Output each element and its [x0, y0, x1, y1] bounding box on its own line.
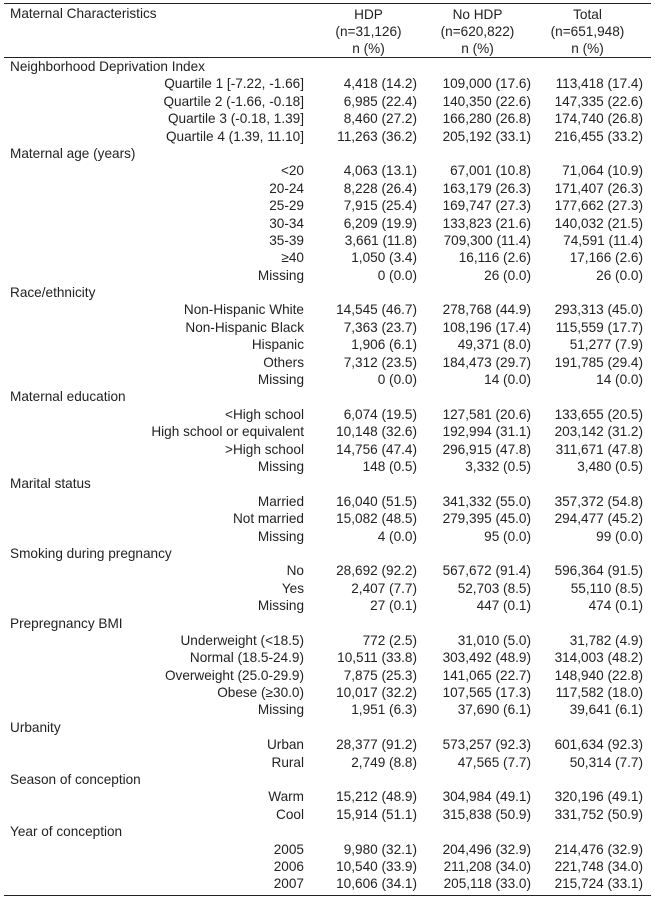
cell-hdp: 4 (0.0) [377, 528, 417, 544]
table-row [4, 319, 651, 336]
cell-no-hdp: 26 (0.0) [484, 267, 531, 283]
cell-total: 293,313 (45.0) [554, 302, 643, 318]
cell-hdp: 1,906 (6.1) [351, 337, 417, 353]
table-row [4, 788, 651, 805]
table-row [4, 180, 651, 197]
characteristics-table [4, 3, 651, 896]
cell-total: 148,940 (22.8) [554, 667, 643, 683]
row-label: Quartile 4 (1.39, 11.10] [165, 128, 304, 144]
cell-hdp: 7,915 (25.4) [343, 198, 417, 214]
cell-no-hdp: 211,208 (34.0) [443, 858, 531, 874]
column-header-no-hdp [430, 6, 525, 57]
cell-total: 214,476 (32.9) [554, 841, 643, 857]
cell-no-hdp: 140,350 (22.6) [442, 93, 531, 109]
row-label: 35-39 [269, 232, 304, 248]
table-row [4, 754, 651, 771]
cell-hdp: 8,228 (26.4) [343, 180, 417, 196]
cell-no-hdp: 141,065 (22.7) [442, 667, 531, 683]
cell-hdp: 772 (2.5) [362, 632, 417, 648]
row-label: Missing [257, 458, 304, 474]
cell-no-hdp: 133,823 (21.6) [442, 215, 531, 231]
cell-no-hdp: 31,010 (5.0) [457, 632, 531, 648]
cell-no-hdp: 184,473 (29.7) [442, 354, 531, 370]
table-row [4, 510, 651, 527]
cell-no-hdp: 109,000 (17.6) [442, 76, 531, 92]
cell-hdp: 15,082 (48.5) [336, 511, 417, 527]
section-header-row [4, 145, 651, 162]
row-label: Overweight (25.0-29.9) [164, 667, 304, 683]
column-name: HDP [354, 7, 383, 22]
row-label: Non-Hispanic White [183, 302, 304, 318]
cell-no-hdp: 303,492 (48.9) [442, 650, 531, 666]
cell-total: 474 (0.1) [588, 598, 643, 614]
section-title: Maternal education [10, 389, 126, 405]
row-label: 30-34 [269, 215, 304, 231]
row-label: Urban [266, 737, 304, 753]
cell-no-hdp: 192,994 (31.1) [442, 424, 531, 440]
table-row [4, 458, 651, 475]
row-label: Underweight (<18.5) [180, 632, 304, 648]
cell-hdp: 28,377 (91.2) [336, 737, 417, 753]
cell-no-hdp: 204,496 (32.9) [442, 841, 531, 857]
cell-hdp: 11,263 (36.2) [337, 128, 417, 144]
cell-total: 596,364 (91.5) [554, 563, 643, 579]
table-row [4, 684, 651, 701]
row-label: Missing [257, 528, 304, 544]
cell-no-hdp: 95 (0.0) [484, 528, 531, 544]
row-label: 2006 [273, 858, 304, 874]
table-row [4, 75, 651, 92]
cell-hdp: 148 (0.5) [362, 458, 417, 474]
cell-no-hdp: 567,672 (91.4) [442, 563, 531, 579]
cell-total: 31,782 (4.9) [569, 632, 643, 648]
cell-total: 357,372 (54.8) [554, 493, 643, 509]
table-row [4, 562, 651, 579]
cell-hdp: 27 (0.1) [370, 598, 417, 614]
table-row [4, 197, 651, 214]
row-label: 2007 [273, 876, 304, 892]
section-header-row [4, 719, 651, 736]
cell-hdp: 4,418 (14.2) [343, 76, 417, 92]
row-label: Yes [281, 580, 304, 596]
cell-total: 191,785 (29.4) [554, 354, 643, 370]
cell-no-hdp: 67,001 (10.8) [450, 163, 531, 179]
cell-no-hdp: 296,915 (47.8) [442, 441, 531, 457]
cell-hdp: 6,074 (19.5) [343, 406, 417, 422]
cell-no-hdp: 163,179 (26.3) [442, 180, 531, 196]
row-label: Missing [257, 598, 304, 614]
cell-no-hdp: 14 (0.0) [484, 372, 531, 388]
cell-total: 311,671 (47.8) [555, 441, 643, 457]
cell-total: 216,455 (33.2) [554, 128, 643, 144]
table-row [4, 493, 651, 510]
row-label: Others [263, 354, 304, 370]
section-header-row [4, 388, 651, 405]
column-n: (n=651,948) [550, 24, 625, 39]
cell-total: 50,314 (7.7) [569, 754, 643, 770]
table-row [4, 110, 651, 127]
section-title: Prepregnancy BMI [10, 615, 123, 631]
cell-hdp: 28,692 (92.2) [336, 563, 417, 579]
cell-total: 314,003 (48.2) [554, 650, 643, 666]
section-title: Smoking during pregnancy [10, 545, 172, 561]
cell-hdp: 3,661 (11.8) [344, 232, 417, 248]
section-title: Marital status [10, 476, 91, 492]
cell-hdp: 1,050 (3.4) [351, 250, 417, 266]
table-row [4, 128, 651, 145]
row-label: Missing [257, 372, 304, 388]
cell-hdp: 10,148 (32.6) [336, 424, 417, 440]
cell-total: 320,196 (49.1) [554, 789, 643, 805]
section-title: Urbanity [10, 719, 61, 735]
cell-no-hdp: 107,565 (17.3) [442, 685, 531, 701]
table-row [4, 875, 651, 892]
cell-no-hdp: 278,768 (44.9) [442, 302, 531, 318]
row-label: Hispanic [251, 337, 304, 353]
cell-no-hdp: 166,280 (26.8) [442, 111, 531, 127]
table-row [4, 249, 651, 266]
table-header [4, 3, 651, 58]
cell-total: 115,559 (17.7) [555, 319, 643, 335]
cell-no-hdp: 3,332 (0.5) [465, 458, 531, 474]
cell-no-hdp: 573,257 (92.3) [442, 737, 531, 753]
table-row [4, 736, 651, 753]
section-header-row [4, 545, 651, 562]
table-row [4, 93, 651, 110]
cell-total: 215,724 (33.1) [554, 876, 643, 892]
table-row [4, 649, 651, 666]
column-header-hdp [321, 6, 416, 57]
row-label: Normal (18.5-24.9) [189, 650, 304, 666]
cell-hdp: 8,460 (27.2) [343, 111, 417, 127]
cell-total: 174,740 (26.8) [554, 111, 643, 127]
section-title: Neighborhood Deprivation Index [10, 59, 205, 74]
section-header-row [4, 58, 651, 75]
row-label: 20-24 [269, 180, 304, 196]
cell-hdp: 7,363 (23.7) [343, 319, 417, 335]
table-row [4, 528, 651, 545]
cell-no-hdp: 341,332 (55.0) [442, 493, 531, 509]
cell-total: 99 (0.0) [596, 528, 643, 544]
cell-no-hdp: 447 (0.1) [476, 598, 531, 614]
row-label: High school or equivalent [151, 424, 304, 440]
cell-total: 26 (0.0) [596, 267, 643, 283]
cell-hdp: 7,875 (25.3) [343, 667, 417, 683]
table-row [4, 423, 651, 440]
cell-total: 177,662 (27.3) [554, 198, 643, 214]
header-label: Maternal Characteristics [10, 6, 157, 21]
cell-total: 14 (0.0) [596, 372, 643, 388]
row-label: <20 [280, 163, 304, 179]
row-label: Rural [271, 754, 304, 770]
row-label: Missing [257, 702, 304, 718]
cell-hdp: 2,407 (7.7) [351, 580, 417, 596]
table-row [4, 406, 651, 423]
cell-hdp: 7,312 (23.5) [343, 354, 417, 370]
column-unit: n (%) [571, 41, 604, 56]
column-n: (n=620,822) [440, 24, 515, 39]
column-name: Total [573, 7, 602, 22]
cell-no-hdp: 47,565 (7.7) [457, 754, 531, 770]
cell-total: 140,032 (21.5) [554, 215, 643, 231]
section-title: Season of conception [10, 772, 141, 788]
row-label: Warm [268, 789, 304, 805]
row-label: Not married [232, 511, 304, 527]
cell-no-hdp: 16,116 (2.6) [458, 250, 531, 266]
cell-no-hdp: 169,747 (27.3) [442, 198, 531, 214]
column-header-total [540, 6, 635, 57]
cell-total: 601,634 (92.3) [554, 737, 643, 753]
cell-no-hdp: 315,838 (50.9) [442, 806, 531, 822]
cell-no-hdp: 279,395 (45.0) [442, 511, 531, 527]
table-row [4, 371, 651, 388]
section-header-row [4, 284, 651, 301]
cell-no-hdp: 205,118 (33.0) [443, 876, 531, 892]
table-row [4, 667, 651, 684]
section-header-row [4, 615, 651, 632]
cell-total: 3,480 (0.5) [577, 458, 643, 474]
cell-no-hdp: 205,192 (33.1) [442, 128, 531, 144]
row-label: Quartile 2 (-1.66, -0.18] [163, 93, 304, 109]
row-label: ≥40 [281, 250, 304, 266]
cell-total: 39,641 (6.1) [569, 702, 643, 718]
row-label: Missing [257, 267, 304, 283]
table-row [4, 162, 651, 179]
cell-no-hdp: 304,984 (49.1) [442, 789, 531, 805]
cell-no-hdp: 49,371 (8.0) [457, 337, 531, 353]
cell-total: 74,591 (11.4) [563, 232, 643, 248]
table-body [4, 58, 651, 896]
table-row [4, 336, 651, 353]
cell-total: 55,110 (8.5) [570, 580, 643, 596]
section-header-row [4, 823, 651, 840]
table-row [4, 580, 651, 597]
cell-total: 133,655 (20.5) [554, 406, 643, 422]
column-unit: n (%) [352, 41, 385, 56]
cell-hdp: 10,606 (34.1) [336, 876, 417, 892]
row-label: Quartile 1 [-7.22, -1.66] [164, 76, 304, 92]
table-row [4, 215, 651, 232]
section-header-row [4, 771, 651, 788]
cell-hdp: 6,209 (19.9) [343, 215, 417, 231]
row-label: No [286, 563, 304, 579]
column-name: No HDP [452, 7, 503, 22]
cell-hdp: 4,063 (13.1) [343, 163, 417, 179]
row-label: <High school [225, 406, 304, 422]
cell-hdp: 9,980 (32.1) [343, 841, 417, 857]
row-label: Non-Hispanic Black [185, 319, 304, 335]
table-row [4, 806, 651, 823]
cell-hdp: 14,545 (46.7) [336, 302, 417, 318]
cell-no-hdp: 37,690 (6.1) [457, 702, 531, 718]
section-title: Race/ethnicity [10, 285, 96, 301]
cell-hdp: 15,914 (51.1) [336, 806, 417, 822]
cell-total: 171,407 (26.3) [554, 180, 643, 196]
cell-total: 203,142 (31.2) [554, 424, 643, 440]
row-label: >High school [225, 441, 304, 457]
cell-hdp: 14,756 (47.4) [336, 441, 417, 457]
cell-hdp: 10,511 (33.8) [337, 650, 417, 666]
cell-no-hdp: 52,703 (8.5) [457, 580, 531, 596]
cell-total: 71,064 (10.9) [562, 163, 643, 179]
section-title: Maternal age (years) [10, 145, 136, 161]
cell-hdp: 0 (0.0) [377, 267, 417, 283]
row-label: 2005 [273, 841, 304, 857]
row-label: Married [257, 493, 304, 509]
section-title: Year of conception [10, 824, 123, 840]
cell-total: 51,277 (7.9) [569, 337, 643, 353]
cell-no-hdp: 108,196 (17.4) [442, 319, 531, 335]
cell-total: 117,582 (18.0) [555, 685, 643, 701]
cell-hdp: 16,040 (51.5) [336, 493, 417, 509]
cell-total: 221,748 (34.0) [554, 858, 643, 874]
table-row [4, 841, 651, 858]
section-header-row [4, 475, 651, 492]
column-unit: n (%) [461, 41, 494, 56]
cell-no-hdp: 127,581 (20.6) [442, 406, 531, 422]
cell-total: 294,477 (45.2) [554, 511, 643, 527]
cell-total: 331,752 (50.9) [554, 806, 643, 822]
table-row [4, 354, 651, 371]
row-label: Obese (≥30.0) [217, 685, 304, 701]
cell-hdp: 1,951 (6.3) [351, 702, 417, 718]
cell-total: 147,335 (22.6) [554, 93, 643, 109]
cell-hdp: 0 (0.0) [377, 372, 417, 388]
cell-hdp: 6,985 (22.4) [343, 93, 417, 109]
row-label: 25-29 [269, 198, 304, 214]
table-row [4, 232, 651, 249]
table-row [4, 267, 651, 284]
table-row [4, 858, 651, 875]
cell-hdp: 2,749 (8.8) [351, 754, 417, 770]
cell-total: 113,418 (17.4) [555, 76, 643, 92]
table-row [4, 597, 651, 614]
table-row [4, 632, 651, 649]
cell-total: 17,166 (2.6) [569, 250, 643, 266]
cell-hdp: 10,540 (33.9) [336, 858, 417, 874]
row-label: Cool [276, 806, 304, 822]
column-n: (n=31,126) [335, 24, 402, 39]
cell-hdp: 10,017 (32.2) [336, 685, 417, 701]
table-row [4, 301, 651, 318]
row-label: Quartile 3 (-0.18, 1.39] [167, 111, 304, 127]
cell-hdp: 15,212 (48.9) [336, 789, 417, 805]
cell-no-hdp: 709,300 (11.4) [443, 232, 531, 248]
table-row [4, 441, 651, 458]
table-row [4, 701, 651, 718]
